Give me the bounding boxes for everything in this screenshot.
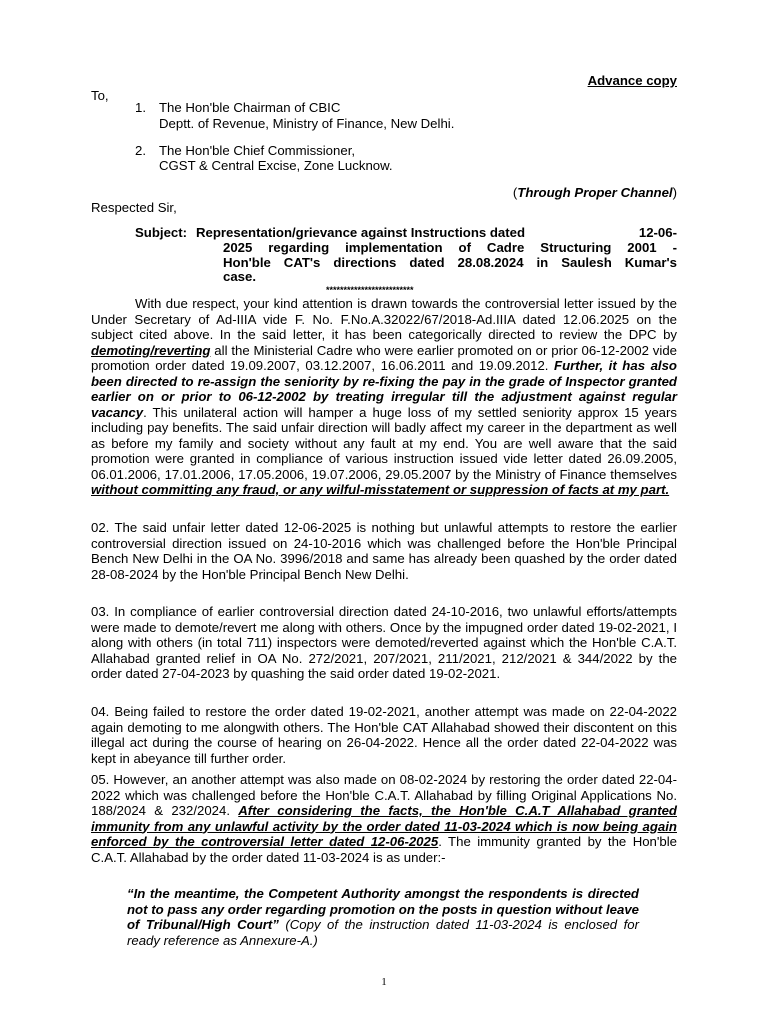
advance-copy-label: Advance copy <box>587 73 677 88</box>
subject-line3: Hon'ble CAT's directions dated 28.08.2024 in Saulesh Kumar's <box>223 255 677 270</box>
subject-line1: Representation/grievance against Instructions dated <box>196 225 526 240</box>
para5-text-b: . The immunity granted by the Hon'ble C.A.T. Allahabad by the order dated 11-03-2024 is as under:- <box>91 834 678 865</box>
recipient-1-number: 1. <box>135 100 146 115</box>
para1-text-b: all the Ministerial Cadre who were earlier promoted on or prior 06-12-2002 vide promotion order dated 19.09.2007, 03.12.2007, 16.06.2011 and 19.09.2012. <box>91 342 677 373</box>
paragraph-2: 02. The said unfair letter dated 12-06-2025 is nothing but unlawful attempts to restore the earlier controversial direction issued on 24-10-2016 which was challenged before the Hon'ble Principal Bench New Delhi in the OA No. 3996/2018 and same has already been quashed by the order dated 28-08-2024 by the Hon'ble Principal Bench New Delhi. <box>91 520 677 582</box>
order-quote <box>127 886 639 948</box>
channel-text: Through Proper Channel <box>517 185 673 200</box>
para5-immunity: After considering the facts, the Hon'ble C.A.T Allahabad granted immunity from any unlawful activity by the order dated 11-03-2024 which is now being again enforced by the controversial letter dated 12-06-2025 <box>91 803 677 849</box>
para1-text-c: . This unilateral action will hamper a huge loss of my settled seniority approx 15 years including pay benefits. The said unfair direction will badly affect my career in the department as well as before my family and society without any fault at my end. You are well aware that the said promotion were granted in compliance of various instruction issued vide letter dated 26.09.2005, 06.01.2006, 17.01.2006, 17.05.2006, 19.07.2006, 29.05.2007 by the Ministry of Finance themselves <box>91 404 677 482</box>
channel-close: ) <box>672 185 677 200</box>
subject-line4: case. <box>223 269 257 284</box>
to-label: To, <box>91 88 109 103</box>
paragraph-5 <box>91 772 677 865</box>
para1-text-a: With due respect, your kind attention is drawn towards the controversial letter issued by the Under Secretary of Ad-IIIA vide F. No. F.No.A.32022/67/2018-Ad.IIIA dated 12.06.2025 on the subject cited above. In the said letter, it has been categorically directed to review the DPC by <box>91 296 677 342</box>
para1-demoting: demoting/reverting <box>91 342 211 358</box>
subject-separator: ************************* <box>326 285 414 295</box>
subject-line1-end: 12-06- <box>638 225 677 240</box>
channel-open: ( <box>512 185 518 200</box>
paragraph-3: 03. In compliance of earlier controversial direction dated 24-10-2016, two unlawful efforts/attempts were made to demote/revert me along with others. Once by the impugned order dated 19-02-2021, I along with others (in total 711) inspectors were demoted/reverted against which the Hon'ble C.A.T. Allahabad granted relief in OA No. 272/2021, 207/2021, 211/2021, 212/2021 & 344/2022 by the order dated 27-04-2023 by quashing the said order dated 19-02-2021. <box>91 604 677 681</box>
recipient-2-number: 2. <box>135 143 146 158</box>
channel-note <box>513 185 677 201</box>
recipient-2-line2: CGST & Central Excise, Zone Lucknow. <box>159 158 393 173</box>
salutation: Respected Sir, <box>91 200 177 215</box>
page-number: 1 <box>381 976 387 988</box>
subject-line2: 2025 regarding implementation of Cadre Structuring 2001 - <box>223 240 677 255</box>
recipient-1-line1: The Hon'ble Chairman of CBIC <box>159 100 341 115</box>
quote-italic: (Copy of the instruction dated 11-03-2024 is enclosed for ready reference as Annexure-A.) <box>127 917 639 948</box>
recipient-2-line1: The Hon'ble Chief Commissioner, <box>159 143 356 158</box>
para5-text-a: 05. However, an another attempt was also made on 08-02-2024 by restoring the order dated 22-04-2022 which was challenged before the Hon'ble C.A.T. Allahabad by filling Original Applications No. 188/2024 & 232/2024. <box>91 772 677 818</box>
paragraph-1 <box>91 296 677 498</box>
quote-bold: “In the meantime, the Competent Authority amongst the respondents is directed not to pass any order regarding promotion on the posts in question without leave of Tribunal/High Court” <box>127 886 639 932</box>
paragraph-4: 04. Being failed to restore the order dated 19-02-2021, another attempt was made on 22-04-2022 again demoting to me alongwith others. The Hon'ble CAT Allahabad showed their discontent on this illegal act during the course of hearing on 26-04-2022. Hence all the order dated 22-04-2022 was kept in abeyance till further order. <box>91 704 677 766</box>
recipient-1-line2: Deptt. of Revenue, Ministry of Finance, New Delhi. <box>159 116 455 131</box>
para1-no-fault: without committing any fraud, or any wilful-misstatement or suppression of facts at my part. <box>91 482 670 497</box>
para1-emphasis: Further, it has also been directed to re-assign the seniority by re-fixing the pay in the grade of Inspector granted earlier on or prior to 06-12-2002 by treating irregular till the adjustment against regular vacancy <box>91 358 677 420</box>
subject-label: Subject: <box>135 225 188 240</box>
